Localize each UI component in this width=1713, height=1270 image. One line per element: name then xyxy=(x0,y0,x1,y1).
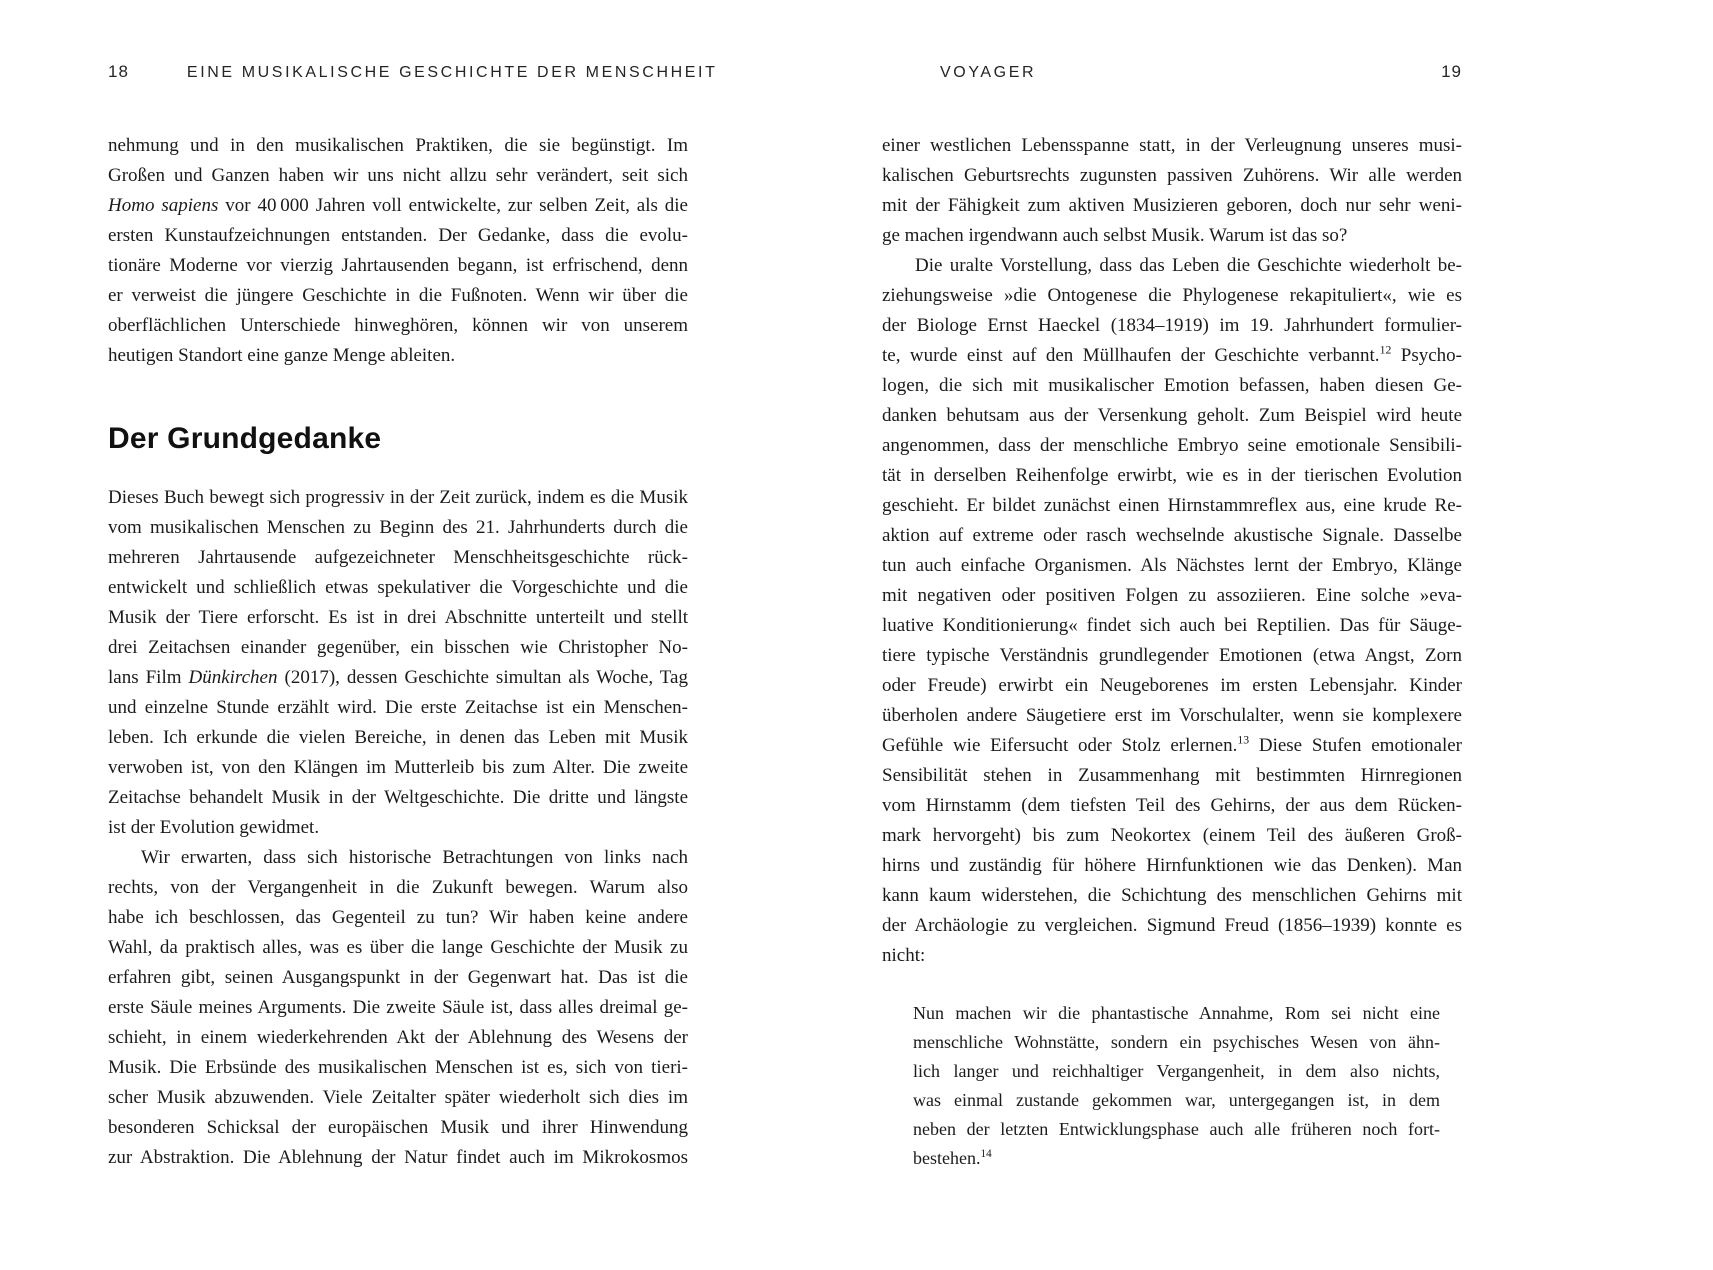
paragraph xyxy=(108,131,688,371)
running-title-right: VOYAGER xyxy=(940,64,1037,81)
text-line: Homo sapiens vor 40 000 Jahren voll entwickelte, zur selben Zeit, als die xyxy=(108,195,688,216)
text-line: mit der Fähigkeit zum aktiven Musizieren geboren, doch nur sehr weni- xyxy=(882,195,1462,216)
text-line: tionäre Moderne vor vierzig Jahrtausenden begann, ist erfrischend, denn xyxy=(108,255,688,276)
text-line: bestehen.$^{14}$ xyxy=(913,1148,992,1168)
text-line: mit negativen oder positiven Folgen zu assoziieren. Eine solche »eva- xyxy=(882,585,1462,606)
text-line: erfahren gibt, seinen Ausgangspunkt in der Gegenwart hat. Das ist die xyxy=(108,967,688,988)
text-line: zur Abstraktion. Die Ablehnung der Natur findet auch im Mikrokosmos xyxy=(108,1147,688,1168)
text-line: Zeitachse behandelt Musik in der Weltgeschichte. Die dritte und längste xyxy=(108,787,688,808)
text-line: tät in derselben Reihenfolge erwirbt, wie es in der tierischen Evolution xyxy=(882,465,1462,486)
text-line: Dieses Buch bewegt sich progressiv in der Zeit zurück, indem es die Musik xyxy=(108,487,688,508)
text-line: angenommen, dass der menschliche Embryo seine emotionale Sensibili- xyxy=(882,435,1462,456)
text-line: kalischen Geburtsrechts zugunsten passiven Zuhörens. Wir alle werden xyxy=(882,165,1462,186)
text-line: neben der letzten Entwicklungsphase auch alle früheren noch fort- xyxy=(913,1119,1440,1139)
page-left xyxy=(108,62,718,1173)
text-line: te, wurde einst auf den Müllhaufen der Geschichte verbannt.$^{12}$ Psycho- xyxy=(882,343,1462,366)
text-line: Musik. Die Erbsünde des musikalischen Menschen ist es, sich von tieri- xyxy=(108,1057,688,1078)
left-page-body xyxy=(108,131,688,1173)
text-line: drei Zeitachsen einander gegenüber, ein bisschen wie Christopher No- xyxy=(108,637,688,658)
text-line: ge machen irgendwann auch selbst Musik. Warum ist das so? xyxy=(882,225,1348,246)
text-line: Gefühle wie Eifersucht oder Stolz erlernen.$^{13}$ Diese Stufen emotionaler xyxy=(882,733,1462,756)
text-line: Nun machen wir die phantastische Annahme, Rom sei nicht eine xyxy=(913,1003,1440,1023)
text-line: mehreren Jahrtausende aufgezeichneter Menschheitsgeschichte rück- xyxy=(108,547,688,568)
text-line: Wahl, da praktisch alles, was es über die lange Geschichte der Musik zu xyxy=(108,937,688,958)
text-line: Musik der Tiere erforscht. Es ist in drei Abschnitte unterteilt und stellt xyxy=(108,607,688,628)
running-title-left: EINE MUSIKALISCHE GESCHICHTE DER MENSCHHEIT xyxy=(186,64,718,81)
text-line: aktion auf extreme oder rasch wechselnde akustische Signale. Dasselbe xyxy=(882,525,1462,546)
text-line: Wir erwarten, dass sich historische Betrachtungen von links nach xyxy=(141,847,688,868)
text-line: einer westlichen Lebensspanne statt, in der Verleugnung unseres musi- xyxy=(882,135,1462,156)
text-line: menschliche Wohnstätte, sondern ein psychisches Wesen von ähn- xyxy=(913,1032,1440,1052)
text-line: verwoben ist, von den Klängen im Mutterleib bis zum Alter. Die zweite xyxy=(108,757,688,778)
running-head-left xyxy=(108,62,718,82)
text-line: mark hervorgeht) bis zum Neokortex (einem Teil des äußeren Groß- xyxy=(882,825,1462,846)
text-line: nicht: xyxy=(882,945,926,966)
text-line: logen, die sich mit musikalischer Emotion befassen, haben diesen Ge- xyxy=(882,375,1462,396)
text-line: hirns und zuständig für höhere Hirnfunktionen wie das Denken). Man xyxy=(882,855,1462,876)
text-line: erste Säule meines Arguments. Die zweite Säule ist, dass alles dreimal ge- xyxy=(108,997,688,1018)
right-page-body xyxy=(882,131,1462,1173)
text-line: der Biologe Ernst Haeckel (1834–1919) im 19. Jahrhundert formulier- xyxy=(882,315,1462,336)
text-line: luative Konditionierung« findet sich auch bei Reptilien. Das für Säuge- xyxy=(882,615,1462,636)
paragraph xyxy=(882,251,1462,971)
paragraph xyxy=(882,131,1462,251)
page-number-left: 18 xyxy=(108,62,129,81)
text-line: ist der Evolution gewidmet. xyxy=(108,817,320,838)
text-line: geschieht. Er bildet zunächst einen Hirnstammreflex aus, eine krude Re- xyxy=(882,495,1462,516)
text-line: leben. Ich erkunde die vielen Bereiche, in denen das Leben mit Musik xyxy=(108,727,688,748)
text-line: nehmung und in den musikalischen Praktiken, die sie begünstigt. Im xyxy=(108,135,688,156)
text-line: tun auch einfache Organismen. Als Nächstes lernt der Embryo, Klänge xyxy=(882,555,1462,576)
text-line: vom musikalischen Menschen zu Beginn des 21. Jahrhunderts durch die xyxy=(108,517,688,538)
text-line: lans Film Dünkirchen (2017), dessen Geschichte simultan als Woche, Tag xyxy=(108,667,688,688)
text-line: habe ich beschlossen, das Gegenteil zu tun? Wir haben keine andere xyxy=(108,907,688,928)
text-line: oberflächlichen Unterschiede hinweghören, können wir von unserem xyxy=(108,315,688,336)
text-line: Sensibilität stehen in Zusammenhang mit bestimmten Hirnregionen xyxy=(882,765,1462,786)
page-number-right: 19 xyxy=(1441,62,1462,81)
text-line: Die uralte Vorstellung, dass das Leben die Geschichte wiederholt be- xyxy=(915,255,1462,276)
text-line: kann kaum widerstehen, die Schichtung des menschlichen Gehirns mit xyxy=(882,885,1462,906)
text-line: danken behutsam aus der Versenkung geholt. Zum Beispiel wird heute xyxy=(882,405,1462,426)
text-line: der Archäologie zu vergleichen. Sigmund Freud (1856–1939) konnte es xyxy=(882,915,1462,936)
text-line: heutigen Standort eine ganze Menge ableiten. xyxy=(108,345,456,366)
text-line: und einzelne Stunde erzählt wird. Die erste Zeitachse ist ein Menschen- xyxy=(108,697,688,718)
text-line: ersten Kunstaufzeichnungen entstanden. Der Gedanke, dass die evolu- xyxy=(108,225,688,246)
text-line: rechts, von der Vergangenheit in die Zukunft bewegen. Warum also xyxy=(108,877,688,898)
text-line: überholen andere Säugetiere erst im Vorschulalter, wenn sie komplexere xyxy=(882,705,1462,726)
section-heading: Der Grundgedanke xyxy=(108,422,382,455)
text-line: er verweist die jüngere Geschichte in die Fußnoten. Wenn wir über die xyxy=(108,285,688,306)
text-line: lich langer und reichhaltiger Vergangenheit, in dem also nichts, xyxy=(913,1061,1440,1081)
paragraph xyxy=(108,483,688,843)
text-line: scher Musik abzuwenden. Viele Zeitalter später wiederholt sich dies im xyxy=(108,1087,688,1108)
text-line: was einmal zustande gekommen war, untergegangen ist, in dem xyxy=(913,1090,1440,1110)
page-right xyxy=(882,62,1462,1173)
text-line: entwickelt und schließlich etwas spekulativer die Vorgeschichte und die xyxy=(108,577,688,598)
text-line: besonderen Schicksal der europäischen Musik und ihrer Hinwendung xyxy=(108,1117,688,1138)
text-line: tiere typische Verständnis grundlegender Emotionen (etwa Angst, Zorn xyxy=(882,645,1462,666)
paragraph xyxy=(108,843,688,1173)
block-quote xyxy=(913,999,1440,1173)
text-line: oder Freude) erwirbt ein Neugeborenes im ersten Lebensjahr. Kinder xyxy=(882,675,1462,696)
running-head-right xyxy=(882,62,1462,82)
text-line: Großen und Ganzen haben wir uns nicht allzu sehr verändert, seit sich xyxy=(108,165,688,186)
text-line: vom Hirnstamm (dem tiefsten Teil des Gehirns, der aus dem Rücken- xyxy=(882,795,1462,816)
text-line: schieht, in einem wiederkehrenden Akt der Ablehnung des Wesens der xyxy=(108,1027,688,1048)
text-line: ziehungsweise »die Ontogenese die Phylogenese rekapituliert«, wie es xyxy=(882,285,1462,306)
